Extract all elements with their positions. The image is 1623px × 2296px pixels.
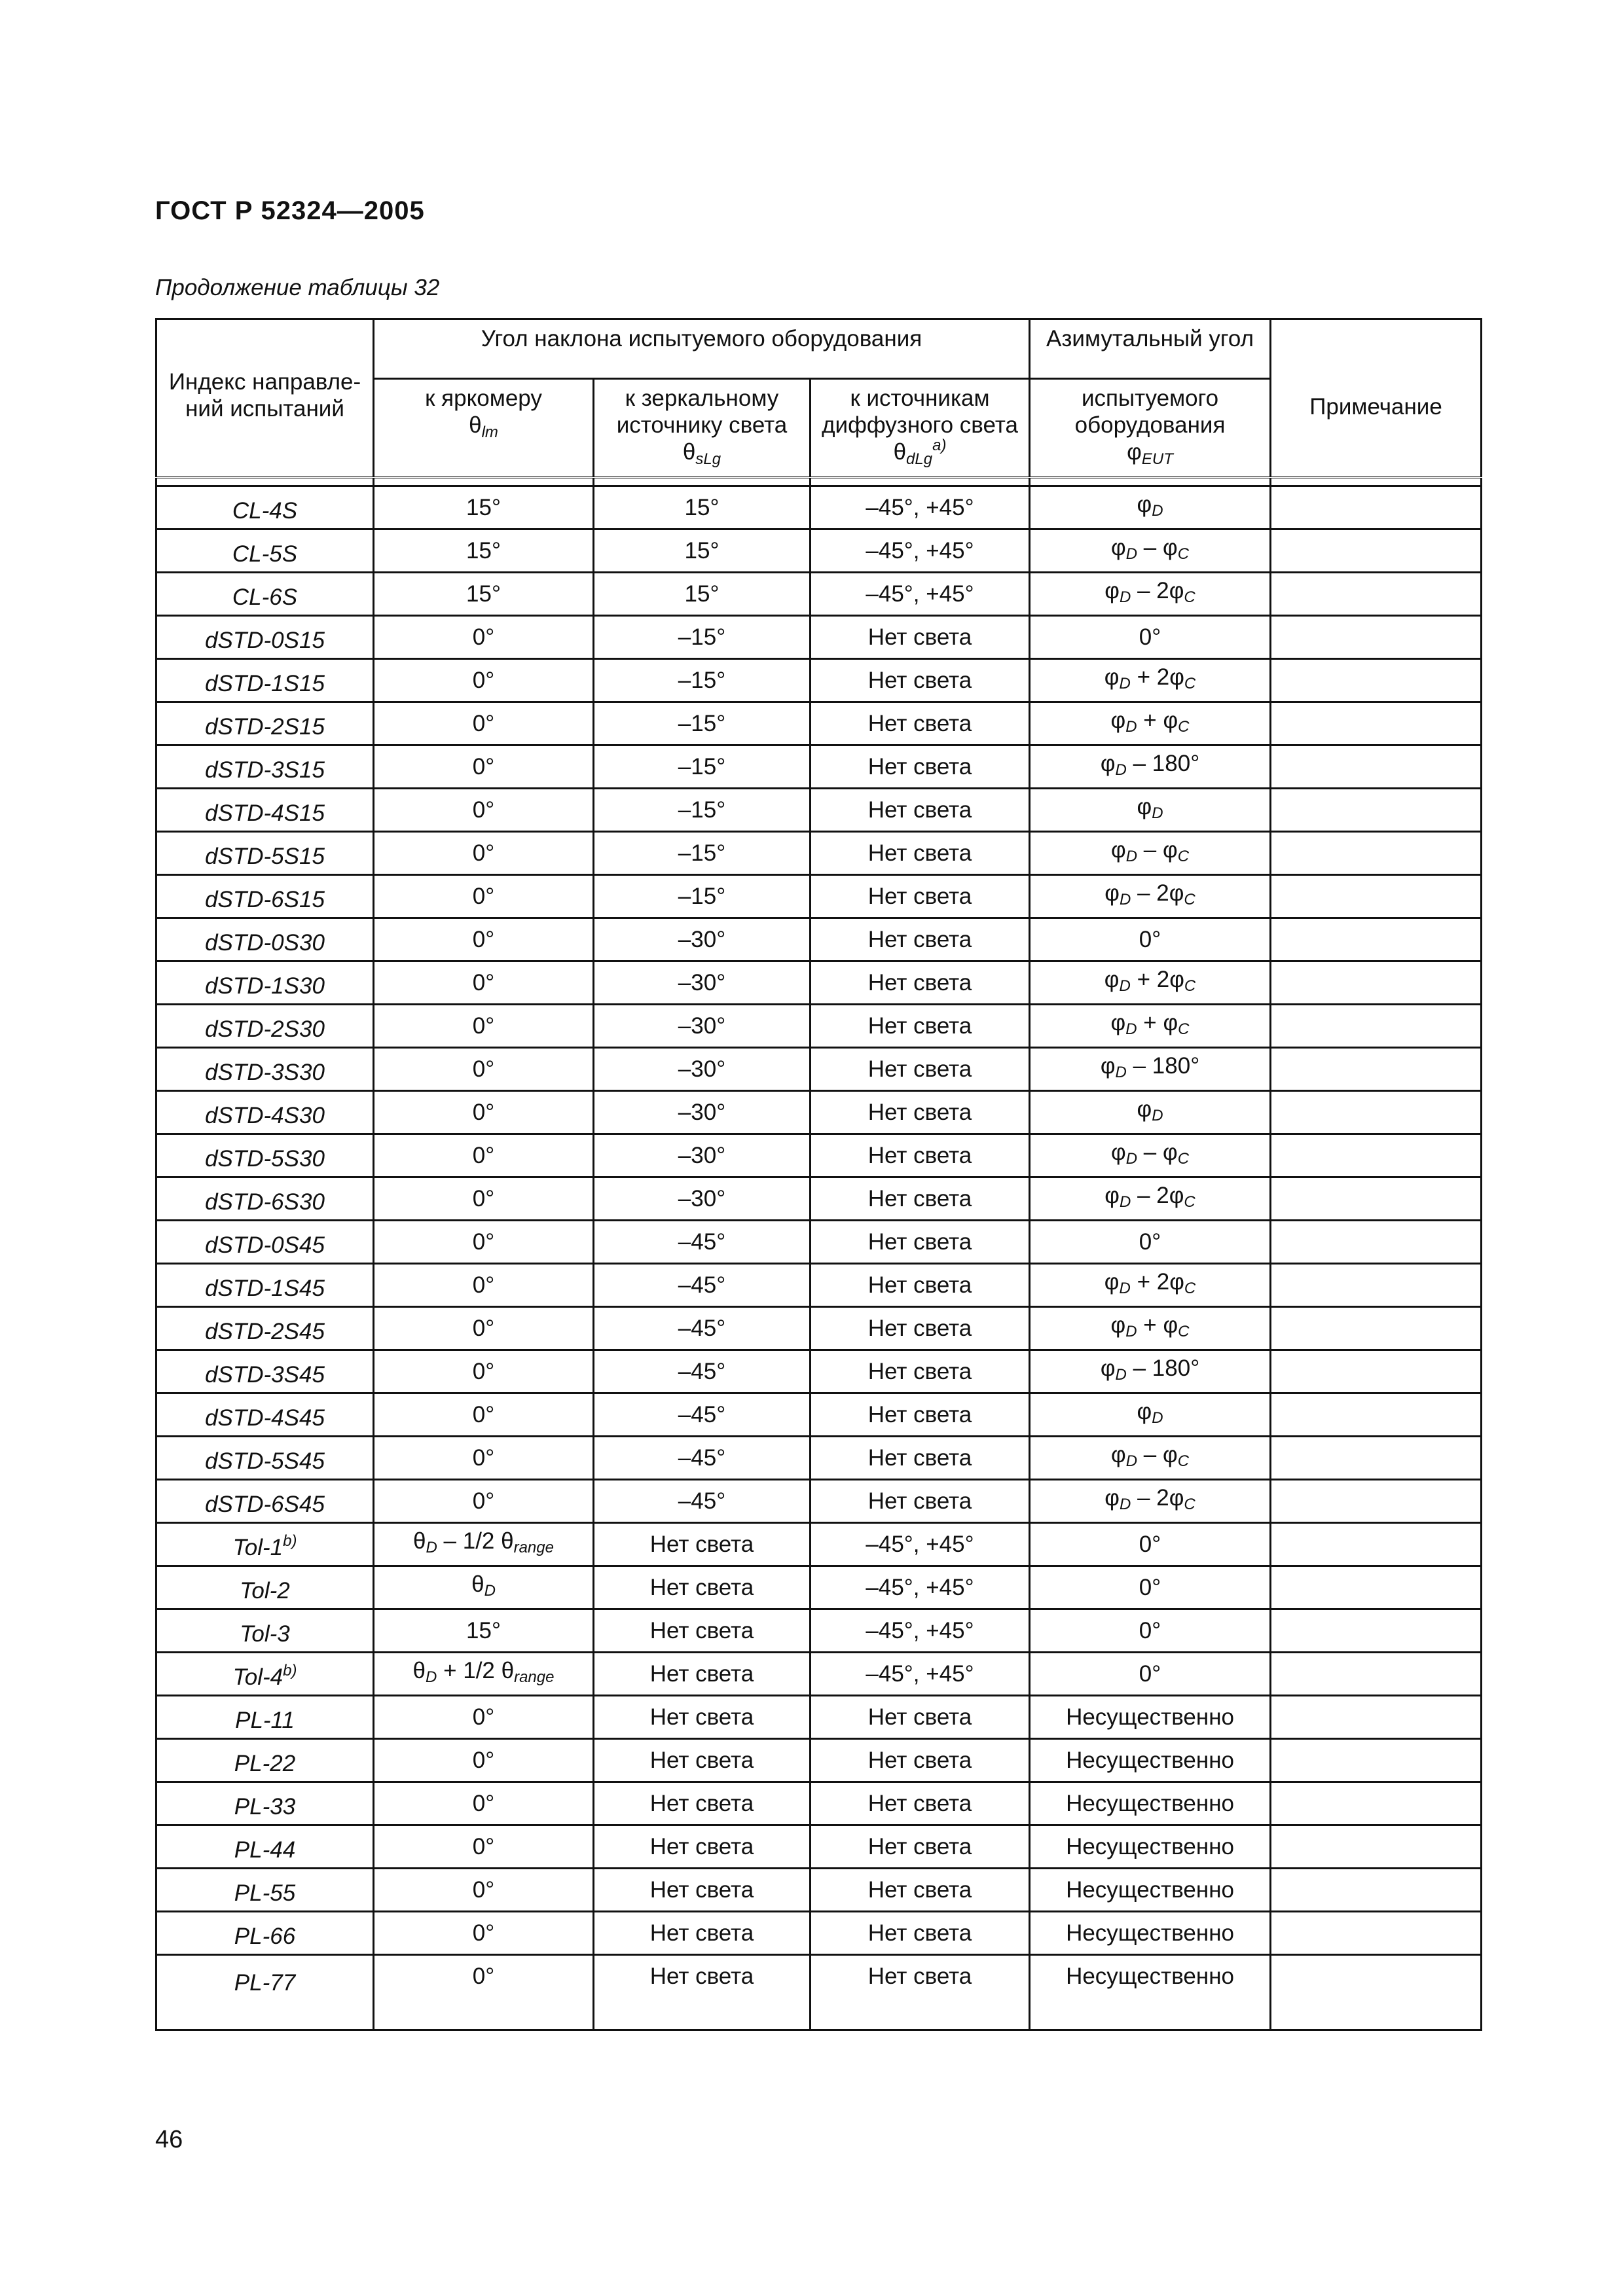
- azimuth-angle-cell: $\varphi_D - 2\varphi_C$: [1030, 875, 1271, 918]
- diffuse-sources-angle-cell: –45°, +45°: [811, 1523, 1030, 1566]
- table-row: [156, 1653, 1482, 1696]
- index-cell: CL-6S: [156, 573, 374, 616]
- note-cell: [1271, 1393, 1482, 1437]
- specular-source-angle-cell: Нет света: [594, 1653, 811, 1696]
- diffuse-sources-angle-cell: Нет света: [811, 1437, 1030, 1480]
- luminance-meter-angle-cell: $\theta_D - 1/2$ $\theta_{range}$: [374, 1523, 594, 1566]
- note-cell: [1271, 789, 1482, 832]
- luminance-meter-angle-cell: 0°: [374, 1912, 594, 1955]
- luminance-meter-angle-cell: 0°: [374, 702, 594, 745]
- index-cell: dSTD-4S45: [156, 1393, 374, 1437]
- note-cell: [1271, 1955, 1482, 2030]
- table-row: [156, 875, 1482, 918]
- diffuse-sources-angle-cell: Нет света: [811, 702, 1030, 745]
- azimuth-angle-cell: $\varphi_D$: [1030, 789, 1271, 832]
- note-cell: [1271, 1264, 1482, 1307]
- specular-source-angle-cell: –45°: [594, 1480, 811, 1523]
- azimuth-angle-cell: $\varphi_D$: [1030, 486, 1271, 529]
- index-cell: dSTD-1S15: [156, 659, 374, 702]
- luminance-meter-angle-cell: 0°: [374, 1264, 594, 1307]
- luminance-meter-angle-cell: 0°: [374, 961, 594, 1005]
- diffuse-sources-angle-cell: –45°, +45°: [811, 1609, 1030, 1653]
- specular-source-angle-cell: Нет света: [594, 1696, 811, 1739]
- index-cell: Tol-3: [156, 1609, 374, 1653]
- specular-source-angle-cell: –15°: [594, 789, 811, 832]
- diffuse-sources-angle-cell: Нет света: [811, 616, 1030, 659]
- azimuth-angle-cell: $\varphi_D - 180^\circ$: [1030, 745, 1271, 789]
- table-row: [156, 1005, 1482, 1048]
- specular-source-angle-cell: –30°: [594, 1005, 811, 1048]
- luminance-meter-angle-cell: 0°: [374, 1005, 594, 1048]
- header-symbol: $\theta_{dLg}^{a)}$: [893, 437, 947, 468]
- specular-source-angle-cell: –15°: [594, 832, 811, 875]
- diffuse-sources-angle-cell: –45°, +45°: [811, 573, 1030, 616]
- azimuth-angle-cell: Несущественно: [1030, 1912, 1271, 1955]
- table-row: [156, 1523, 1482, 1566]
- footnote-mark: b): [283, 1661, 297, 1679]
- luminance-meter-angle-cell: 0°: [374, 1350, 594, 1393]
- luminance-meter-angle-cell: 0°: [374, 1782, 594, 1825]
- note-cell: [1271, 1696, 1482, 1739]
- header-symbol: $\theta_{sLg}$: [682, 439, 721, 468]
- azimuth-angle-cell: $\varphi_D$: [1030, 1393, 1271, 1437]
- table-row: [156, 789, 1482, 832]
- azimuth-angle-cell: $\varphi_D - \varphi_C$: [1030, 832, 1271, 875]
- diffuse-sources-angle-cell: Нет света: [811, 1350, 1030, 1393]
- luminance-meter-angle-cell: 0°: [374, 1177, 594, 1221]
- azimuth-angle-cell: $\varphi_D - 2\varphi_C$: [1030, 573, 1271, 616]
- index-cell: PL-44: [156, 1825, 374, 1869]
- azimuth-angle-cell: 0°: [1030, 918, 1271, 961]
- note-cell: [1271, 1825, 1482, 1869]
- azimuth-angle-cell: $\varphi_D$: [1030, 1091, 1271, 1134]
- note-cell: [1271, 486, 1482, 529]
- table-row: [156, 616, 1482, 659]
- diffuse-sources-angle-cell: Нет света: [811, 1134, 1030, 1177]
- header-symbol: $\varphi_{EUT}$: [1127, 439, 1173, 468]
- diffuse-sources-angle-cell: Нет света: [811, 1393, 1030, 1437]
- azimuth-angle-cell: 0°: [1030, 1221, 1271, 1264]
- table-row: [156, 659, 1482, 702]
- index-cell: dSTD-1S45: [156, 1264, 374, 1307]
- diffuse-sources-angle-cell: Нет света: [811, 659, 1030, 702]
- specular-source-angle-cell: –45°: [594, 1393, 811, 1437]
- note-cell: [1271, 1480, 1482, 1523]
- diffuse-sources-angle-cell: Нет света: [811, 1307, 1030, 1350]
- specular-source-angle-cell: –30°: [594, 961, 811, 1005]
- index-cell: PL-22: [156, 1739, 374, 1782]
- index-cell: dSTD-6S30: [156, 1177, 374, 1221]
- luminance-meter-angle-cell: 0°: [374, 832, 594, 875]
- luminance-meter-angle-cell: 0°: [374, 1825, 594, 1869]
- specular-source-angle-cell: –15°: [594, 875, 811, 918]
- table-row: [156, 702, 1482, 745]
- header-to-luminance-meter: [374, 379, 594, 478]
- diffuse-sources-angle-cell: Нет света: [811, 1825, 1030, 1869]
- index-cell: dSTD-4S30: [156, 1091, 374, 1134]
- luminance-meter-angle-cell: 0°: [374, 789, 594, 832]
- azimuth-angle-cell: $\varphi_D + \varphi_C$: [1030, 702, 1271, 745]
- diffuse-sources-angle-cell: Нет света: [811, 832, 1030, 875]
- specular-source-angle-cell: Нет света: [594, 1609, 811, 1653]
- diffuse-sources-angle-cell: Нет света: [811, 961, 1030, 1005]
- luminance-meter-angle-cell: 0°: [374, 1393, 594, 1437]
- diffuse-sources-angle-cell: Нет света: [811, 1480, 1030, 1523]
- specular-source-angle-cell: –15°: [594, 659, 811, 702]
- index-cell: dSTD-3S30: [156, 1048, 374, 1091]
- table-row: [156, 486, 1482, 529]
- note-cell: [1271, 573, 1482, 616]
- footnote-mark: b): [283, 1532, 297, 1550]
- diffuse-sources-angle-cell: Нет света: [811, 1739, 1030, 1782]
- diffuse-sources-angle-cell: Нет света: [811, 1005, 1030, 1048]
- azimuth-angle-cell: Несущественно: [1030, 1782, 1271, 1825]
- specular-source-angle-cell: –45°: [594, 1221, 811, 1264]
- diffuse-sources-angle-cell: Нет света: [811, 1177, 1030, 1221]
- specular-source-angle-cell: –45°: [594, 1264, 811, 1307]
- table-row: [156, 1091, 1482, 1134]
- data-table: [155, 318, 1482, 2031]
- table-row: [156, 1350, 1482, 1393]
- luminance-meter-angle-cell: 0°: [374, 875, 594, 918]
- luminance-meter-angle-cell: 15°: [374, 529, 594, 573]
- header-note: Примечание: [1271, 319, 1482, 478]
- specular-source-angle-cell: Нет света: [594, 1523, 811, 1566]
- table-row: [156, 1264, 1482, 1307]
- specular-source-angle-cell: –15°: [594, 745, 811, 789]
- note-cell: [1271, 1782, 1482, 1825]
- index-cell: dSTD-2S15: [156, 702, 374, 745]
- index-cell: Tol-2: [156, 1566, 374, 1609]
- specular-source-angle-cell: –15°: [594, 616, 811, 659]
- note-cell: [1271, 1869, 1482, 1912]
- specular-source-angle-cell: –30°: [594, 1091, 811, 1134]
- index-cell: dSTD-1S30: [156, 961, 374, 1005]
- diffuse-sources-angle-cell: Нет света: [811, 918, 1030, 961]
- luminance-meter-angle-cell: 0°: [374, 659, 594, 702]
- specular-source-angle-cell: 15°: [594, 573, 811, 616]
- luminance-meter-angle-cell: $\theta_D$: [374, 1566, 594, 1609]
- index-cell: dSTD-6S45: [156, 1480, 374, 1523]
- document-code: ГОСТ Р 52324—2005: [155, 196, 425, 225]
- table-row: [156, 1566, 1482, 1609]
- note-cell: [1271, 875, 1482, 918]
- luminance-meter-angle-cell: 0°: [374, 1221, 594, 1264]
- specular-source-angle-cell: –15°: [594, 702, 811, 745]
- index-cell: Tol-1$^{b)}$: [156, 1523, 374, 1566]
- luminance-meter-angle-cell: 15°: [374, 573, 594, 616]
- note-cell: [1271, 1134, 1482, 1177]
- index-cell: CL-5S: [156, 529, 374, 573]
- azimuth-angle-cell: Несущественно: [1030, 1955, 1271, 2030]
- specular-source-angle-cell: –30°: [594, 918, 811, 961]
- header-label: к яркомеру: [425, 386, 542, 411]
- azimuth-angle-cell: 0°: [1030, 1566, 1271, 1609]
- diffuse-sources-angle-cell: Нет света: [811, 745, 1030, 789]
- header-azimuth-eut: [1030, 379, 1271, 478]
- index-cell: dSTD-5S15: [156, 832, 374, 875]
- note-cell: [1271, 745, 1482, 789]
- table-body: [156, 486, 1482, 2030]
- luminance-meter-angle-cell: 0°: [374, 1048, 594, 1091]
- note-cell: [1271, 832, 1482, 875]
- note-cell: [1271, 1350, 1482, 1393]
- header-label: к зеркальному источнику света: [616, 386, 788, 438]
- index-cell: dSTD-3S15: [156, 745, 374, 789]
- index-cell: dSTD-0S30: [156, 918, 374, 961]
- diffuse-sources-angle-cell: Нет света: [811, 1091, 1030, 1134]
- specular-source-angle-cell: –45°: [594, 1307, 811, 1350]
- azimuth-angle-cell: 0°: [1030, 1523, 1271, 1566]
- specular-source-angle-cell: Нет света: [594, 1739, 811, 1782]
- note-cell: [1271, 1523, 1482, 1566]
- header-label: испытуемого оборудования: [1074, 386, 1226, 438]
- index-cell: CL-4S: [156, 486, 374, 529]
- diffuse-sources-angle-cell: Нет света: [811, 1048, 1030, 1091]
- note-cell: [1271, 1005, 1482, 1048]
- table-row: [156, 1480, 1482, 1523]
- table-caption: Продолжение таблицы 32: [155, 275, 440, 300]
- note-cell: [1271, 616, 1482, 659]
- index-cell: dSTD-5S30: [156, 1134, 374, 1177]
- azimuth-angle-cell: $\varphi_D - 180^\circ$: [1030, 1350, 1271, 1393]
- azimuth-angle-cell: $\varphi_D + 2\varphi_C$: [1030, 961, 1271, 1005]
- diffuse-sources-angle-cell: Нет света: [811, 1264, 1030, 1307]
- azimuth-angle-cell: Несущественно: [1030, 1869, 1271, 1912]
- specular-source-angle-cell: –30°: [594, 1134, 811, 1177]
- azimuth-angle-cell: $\varphi_D + \varphi_C$: [1030, 1005, 1271, 1048]
- specular-source-angle-cell: –45°: [594, 1350, 811, 1393]
- luminance-meter-angle-cell: 0°: [374, 745, 594, 789]
- azimuth-angle-cell: $\varphi_D - 2\varphi_C$: [1030, 1177, 1271, 1221]
- note-cell: [1271, 1437, 1482, 1480]
- luminance-meter-angle-cell: 0°: [374, 918, 594, 961]
- index-cell: PL-55: [156, 1869, 374, 1912]
- luminance-meter-angle-cell: 0°: [374, 1091, 594, 1134]
- diffuse-sources-angle-cell: Нет света: [811, 1221, 1030, 1264]
- specular-source-angle-cell: –30°: [594, 1048, 811, 1091]
- table-row: [156, 1134, 1482, 1177]
- luminance-meter-angle-cell: 0°: [374, 1134, 594, 1177]
- note-cell: [1271, 1221, 1482, 1264]
- azimuth-angle-cell: 0°: [1030, 616, 1271, 659]
- index-cell: PL-66: [156, 1912, 374, 1955]
- diffuse-sources-angle-cell: Нет света: [811, 1955, 1030, 2030]
- specular-source-angle-cell: Нет света: [594, 1955, 811, 2030]
- specular-source-angle-cell: Нет света: [594, 1869, 811, 1912]
- diffuse-sources-angle-cell: –45°, +45°: [811, 1566, 1030, 1609]
- index-cell: dSTD-3S45: [156, 1350, 374, 1393]
- header-symbol: $\theta_{lm}$: [469, 412, 498, 441]
- note-cell: [1271, 1091, 1482, 1134]
- specular-source-angle-cell: Нет света: [594, 1825, 811, 1869]
- table-row: [156, 918, 1482, 961]
- azimuth-angle-cell: Несущественно: [1030, 1825, 1271, 1869]
- azimuth-angle-cell: Несущественно: [1030, 1739, 1271, 1782]
- index-cell: dSTD-6S15: [156, 875, 374, 918]
- table-row: [156, 745, 1482, 789]
- header-label: к источникам диффузного света: [822, 386, 1018, 438]
- note-cell: [1271, 1739, 1482, 1782]
- specular-source-angle-cell: 15°: [594, 529, 811, 573]
- table-row: [156, 1825, 1482, 1869]
- table-row: [156, 961, 1482, 1005]
- table-row: [156, 529, 1482, 573]
- table-row: [156, 1307, 1482, 1350]
- header-to-diffuse-sources: [811, 379, 1030, 478]
- azimuth-angle-cell: $\varphi_D - \varphi_C$: [1030, 1437, 1271, 1480]
- header-row-top: [156, 319, 1482, 379]
- azimuth-angle-cell: $\varphi_D + 2\varphi_C$: [1030, 659, 1271, 702]
- table-row: [156, 1177, 1482, 1221]
- note-cell: [1271, 702, 1482, 745]
- note-cell: [1271, 918, 1482, 961]
- index-cell: dSTD-0S45: [156, 1221, 374, 1264]
- table-row: [156, 1912, 1482, 1955]
- azimuth-angle-cell: $\varphi_D - 180^\circ$: [1030, 1048, 1271, 1091]
- note-cell: [1271, 659, 1482, 702]
- specular-source-angle-cell: Нет света: [594, 1782, 811, 1825]
- note-cell: [1271, 1653, 1482, 1696]
- table-row: [156, 1048, 1482, 1091]
- specular-source-angle-cell: 15°: [594, 486, 811, 529]
- azimuth-angle-cell: $\varphi_D - \varphi_C$: [1030, 1134, 1271, 1177]
- table-row: [156, 1393, 1482, 1437]
- diffuse-sources-angle-cell: Нет света: [811, 1782, 1030, 1825]
- azimuth-angle-cell: 0°: [1030, 1609, 1271, 1653]
- header-to-specular-source: [594, 379, 811, 478]
- index-cell: PL-11: [156, 1696, 374, 1739]
- diffuse-sources-angle-cell: –45°, +45°: [811, 529, 1030, 573]
- azimuth-angle-cell: 0°: [1030, 1653, 1271, 1696]
- diffuse-sources-angle-cell: Нет света: [811, 1869, 1030, 1912]
- header-tilt-angle: Угол наклона испытуемого оборудования: [374, 319, 1030, 379]
- table-row: [156, 1221, 1482, 1264]
- specular-source-angle-cell: Нет света: [594, 1566, 811, 1609]
- note-cell: [1271, 1048, 1482, 1091]
- table-row: [156, 1782, 1482, 1825]
- specular-source-angle-cell: Нет света: [594, 1912, 811, 1955]
- luminance-meter-angle-cell: 0°: [374, 1955, 594, 2030]
- azimuth-angle-cell: $\varphi_D - 2\varphi_C$: [1030, 1480, 1271, 1523]
- table-row: [156, 1696, 1482, 1739]
- header-separator: [156, 478, 1482, 486]
- index-cell: PL-77: [156, 1955, 374, 2030]
- index-cell: dSTD-4S15: [156, 789, 374, 832]
- azimuth-angle-cell: $\varphi_D + 2\varphi_C$: [1030, 1264, 1271, 1307]
- diffuse-sources-angle-cell: –45°, +45°: [811, 486, 1030, 529]
- table-row: [156, 1609, 1482, 1653]
- luminance-meter-angle-cell: $\theta_D + 1/2$ $\theta_{range}$: [374, 1653, 594, 1696]
- specular-source-angle-cell: –45°: [594, 1437, 811, 1480]
- note-cell: [1271, 1566, 1482, 1609]
- index-cell: dSTD-2S30: [156, 1005, 374, 1048]
- table-head: [156, 319, 1482, 478]
- note-cell: [1271, 1912, 1482, 1955]
- index-cell: PL-33: [156, 1782, 374, 1825]
- note-cell: [1271, 1307, 1482, 1350]
- luminance-meter-angle-cell: 0°: [374, 1437, 594, 1480]
- header-index: Индекс направле- ний испытаний: [156, 319, 374, 478]
- table-row: [156, 573, 1482, 616]
- diffuse-sources-angle-cell: Нет света: [811, 789, 1030, 832]
- table-row: [156, 1869, 1482, 1912]
- luminance-meter-angle-cell: 0°: [374, 1739, 594, 1782]
- index-cell: Tol-4$^{b)}$: [156, 1653, 374, 1696]
- index-cell: dSTD-2S45: [156, 1307, 374, 1350]
- table-row: [156, 832, 1482, 875]
- note-cell: [1271, 529, 1482, 573]
- table-row: [156, 1437, 1482, 1480]
- diffuse-sources-angle-cell: –45°, +45°: [811, 1653, 1030, 1696]
- table-row: [156, 1955, 1482, 2030]
- diffuse-sources-angle-cell: Нет света: [811, 1912, 1030, 1955]
- diffuse-sources-angle-cell: Нет света: [811, 875, 1030, 918]
- luminance-meter-angle-cell: 15°: [374, 486, 594, 529]
- diffuse-sources-angle-cell: Нет света: [811, 1696, 1030, 1739]
- specular-source-angle-cell: –30°: [594, 1177, 811, 1221]
- note-cell: [1271, 961, 1482, 1005]
- page-number: 46: [155, 2126, 183, 2153]
- azimuth-angle-cell: Несущественно: [1030, 1696, 1271, 1739]
- note-cell: [1271, 1609, 1482, 1653]
- header-azimuth-angle: Азимутальный угол: [1030, 319, 1271, 379]
- separator-row: [156, 478, 1482, 486]
- note-cell: [1271, 1177, 1482, 1221]
- luminance-meter-angle-cell: 0°: [374, 1869, 594, 1912]
- luminance-meter-angle-cell: 15°: [374, 1609, 594, 1653]
- index-cell: dSTD-5S45: [156, 1437, 374, 1480]
- luminance-meter-angle-cell: 0°: [374, 1696, 594, 1739]
- index-cell: dSTD-0S15: [156, 616, 374, 659]
- azimuth-angle-cell: $\varphi_D + \varphi_C$: [1030, 1307, 1271, 1350]
- luminance-meter-angle-cell: 0°: [374, 1480, 594, 1523]
- table-row: [156, 1739, 1482, 1782]
- luminance-meter-angle-cell: 0°: [374, 616, 594, 659]
- azimuth-angle-cell: $\varphi_D - \varphi_C$: [1030, 529, 1271, 573]
- luminance-meter-angle-cell: 0°: [374, 1307, 594, 1350]
